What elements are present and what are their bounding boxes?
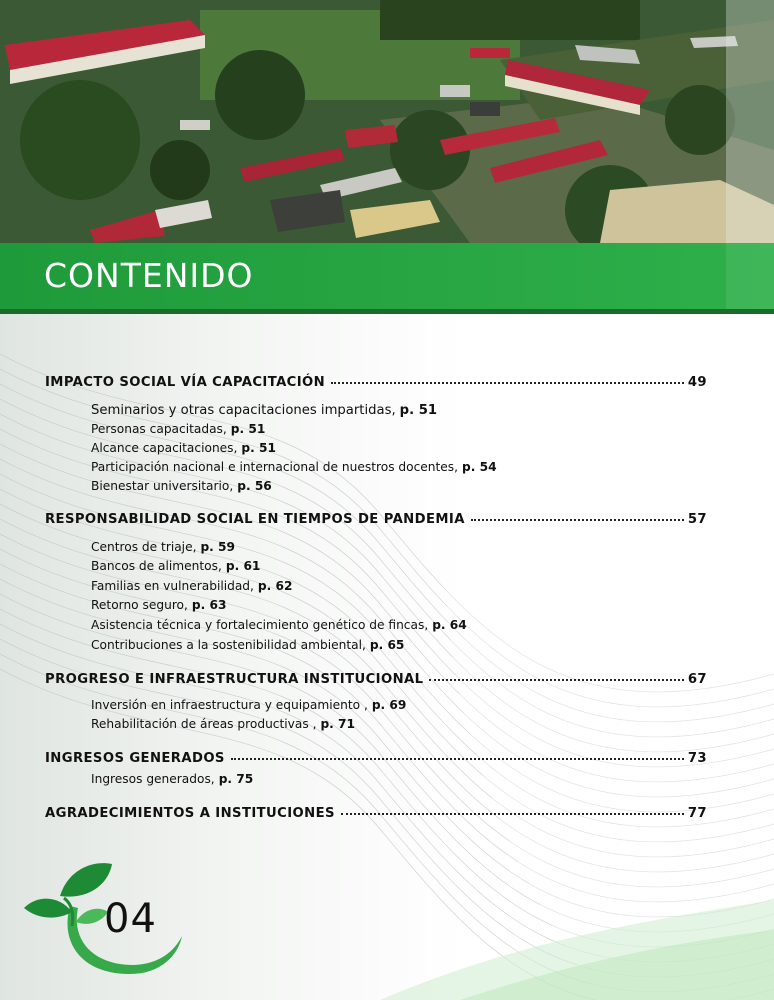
toc-item-label: Ingresos generados, (91, 772, 215, 786)
toc-item-label: Participación nacional e internacional de nuestros docentes, (91, 460, 459, 474)
toc-item-label: Familias en vulnerabilidad, (91, 579, 254, 593)
toc-item-ref: p. 71 (320, 717, 356, 731)
toc-item-label: Inversión en infraestructura y equipamiento , (91, 698, 368, 712)
toc-item-ref: p. 61 (225, 559, 261, 573)
toc-item-ref: p. 62 (257, 579, 293, 593)
toc-item-ref: p. 54 (462, 460, 497, 474)
toc-section-page: 67 (687, 672, 707, 687)
toc-dot-leader (231, 748, 684, 760)
toc-item-ref: p. 64 (432, 618, 467, 632)
toc-item[interactable] (91, 422, 265, 436)
toc-item-label: Rehabilitación de áreas productivas , (91, 717, 317, 731)
toc-section-row[interactable] (45, 805, 707, 825)
toc-item-label: Bancos de alimentos, (91, 559, 222, 573)
toc-section-label: IMPACTO SOCIAL VÍA CAPACITACIÓN (45, 375, 326, 390)
toc-item-ref: p. 51 (399, 403, 438, 418)
toc-section-page: 77 (687, 806, 707, 821)
toc-section-label: AGRADECIMIENTOS A INSTITUCIONES (45, 806, 335, 821)
toc-item-ref: p. 59 (200, 540, 236, 554)
toc-dot-leader (429, 669, 683, 681)
toc-item[interactable] (91, 698, 406, 712)
toc-item[interactable] (91, 540, 235, 554)
page-number: 04 (104, 896, 157, 942)
toc-item-label: Alcance capacitaciones, (91, 441, 238, 455)
toc-item[interactable] (91, 598, 226, 612)
toc-item-label: Asistencia técnica y fortalecimiento genético de fincas, (91, 618, 429, 632)
toc-section-row[interactable] (45, 671, 707, 691)
toc-item-ref: p. 51 (230, 422, 266, 436)
toc-section-row[interactable] (45, 511, 707, 531)
toc-item-label: Personas capacitadas, (91, 422, 227, 436)
toc-item-ref: p. 63 (191, 598, 227, 612)
toc-section-label: INGRESOS GENERADOS (45, 751, 225, 766)
toc-section-page: 49 (687, 375, 707, 390)
toc-item-label: Centros de triaje, (91, 540, 197, 554)
toc-section-label: RESPONSABILIDAD SOCIAL EN TIEMPOS DE PANDEMIA (45, 512, 465, 527)
toc-section-page: 57 (687, 512, 707, 527)
toc-dot-leader (471, 509, 684, 521)
toc-item-ref: p. 56 (237, 479, 272, 493)
toc-dot-leader (341, 803, 684, 815)
toc-item[interactable] (91, 403, 437, 418)
toc-item-ref: p. 51 (241, 441, 276, 455)
toc-item-label: Seminarios y otras capacitaciones impartidas, (91, 403, 396, 418)
toc-item[interactable] (91, 638, 404, 652)
toc-item[interactable] (91, 441, 276, 455)
toc-item-label: Bienestar universitario, (91, 479, 234, 493)
toc-dot-leader (331, 372, 684, 384)
toc-section-page: 73 (687, 751, 707, 766)
toc-section-row[interactable] (45, 374, 707, 394)
toc-item[interactable] (91, 717, 355, 731)
toc-item-ref: p. 69 (371, 698, 407, 712)
toc-section-row[interactable] (45, 750, 707, 770)
toc-item[interactable] (91, 618, 467, 632)
toc-item-label: Contribuciones a la sostenibilidad ambiental, (91, 638, 366, 652)
toc-item[interactable] (91, 579, 292, 593)
toc-item[interactable] (91, 772, 253, 786)
toc-item-ref: p. 65 (369, 638, 405, 652)
page-title: CONTENIDO (44, 256, 254, 295)
toc-item-label: Retorno seguro, (91, 598, 188, 612)
toc-item[interactable] (91, 460, 497, 474)
toc-item[interactable] (91, 479, 272, 493)
toc-item-ref: p. 75 (218, 772, 254, 786)
toc-item[interactable] (91, 559, 260, 573)
toc-section-label: PROGRESO E INFRAESTRUCTURA INSTITUCIONAL (45, 672, 424, 687)
